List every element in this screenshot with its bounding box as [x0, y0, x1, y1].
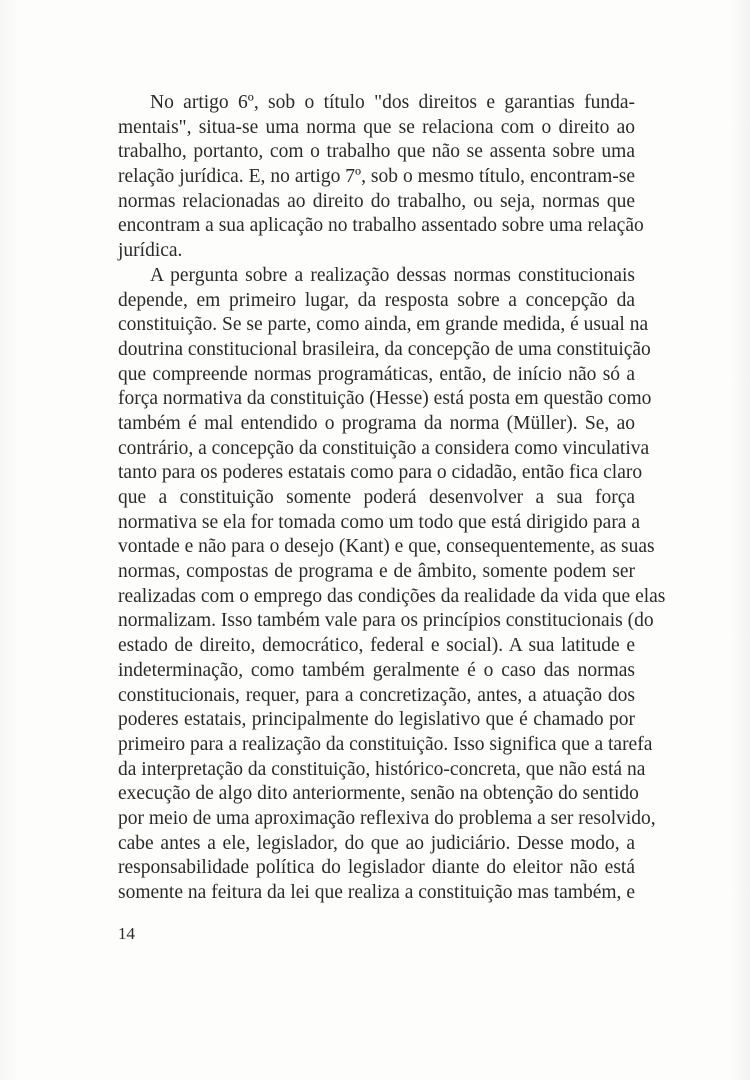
text-line: encontram a sua aplicação no trabalho assentado sobre uma relação: [118, 215, 644, 237]
text-line: A pergunta sobre a realização dessas normas constitucionais: [150, 264, 635, 286]
text-line: tanto para os poderes estatais como para o cidadão, então fica claro: [118, 462, 643, 484]
text-line: estado de direito, democrático, federal e social). A sua latitude e: [118, 635, 635, 657]
text-line: normalizam. Isso também vale para os princípios constitucionais (do: [118, 610, 654, 632]
text-line: somente na feitura da lei que realiza a constituição mas também, e: [118, 882, 635, 903]
text-line: execução de algo dito anteriormente, senão na obtenção do sentido: [118, 783, 639, 805]
body-text: [118, 91, 666, 906]
text-line: que compreende normas programáticas, então, de início não só a: [118, 363, 635, 385]
text-line: indeterminação, como também geralmente é o caso das normas: [118, 659, 635, 681]
text-line: realizadas com o emprego das condições da realidade da vida que elas: [118, 585, 666, 607]
text-line: constitucionais, requer, para a concretização, antes, a atuação dos: [118, 684, 635, 706]
text-line: trabalho, portanto, com o trabalho que não se assenta sobre uma: [118, 141, 635, 163]
text-line: também é mal entendido o programa da norma (Müller). Se, ao: [118, 412, 635, 434]
text-line: depende, em primeiro lugar, da resposta sobre a concepção da: [118, 289, 635, 311]
text-line: normativa se ela for tomada como um todo que está dirigido para a: [118, 511, 640, 533]
text-line: No artigo 6º, sob o título "dos direitos e garantias funda-: [150, 92, 635, 113]
paragraph-1: [118, 91, 644, 264]
paragraph-2: [118, 264, 666, 906]
text-line: que a constituição somente poderá desenvolver a sua força: [118, 487, 635, 508]
text-line: mentais", situa-se uma norma que se relaciona com o direito ao: [118, 116, 635, 138]
text-line: doutrina constitucional brasileira, da concepção de uma constituição: [118, 338, 651, 360]
text-line: vontade e não para o desejo (Kant) e que, consequentemente, as suas: [118, 536, 655, 558]
text-line: jurídica.: [118, 240, 183, 262]
text-line: cabe antes a ele, legislador, do que ao judiciário. Desse modo, a: [118, 832, 635, 854]
text-line: contrário, a concepção da constituição a considera como vinculativa: [118, 437, 650, 459]
text-line: primeiro para a realização da constituição. Isso significa que a tarefa: [118, 733, 653, 755]
text-line: responsabilidade política do legislador diante do eleitor não está: [118, 857, 635, 879]
page-number: 14: [118, 924, 135, 943]
text-line: poderes estatais, principalmente do legislativo que é chamado por: [118, 709, 635, 731]
text-line: da interpretação da constituição, histórico-concreta, que não está na: [118, 758, 646, 780]
text-line: relação jurídica. E, no artigo 7º, sob o mesmo título, encontram-se: [118, 166, 635, 188]
text-line: força normativa da constituição (Hesse) está posta em questão como: [118, 388, 652, 410]
text-line: constituição. Se se parte, como ainda, em grande medida, é usual na: [118, 314, 649, 336]
text-line: normas relacionadas ao direito do trabalho, ou seja, normas que: [118, 190, 635, 212]
text-line: normas, compostas de programa e de âmbito, somente podem ser: [118, 561, 635, 583]
text-line: por meio de uma aproximação reflexiva do problema a ser resolvido,: [118, 807, 656, 829]
